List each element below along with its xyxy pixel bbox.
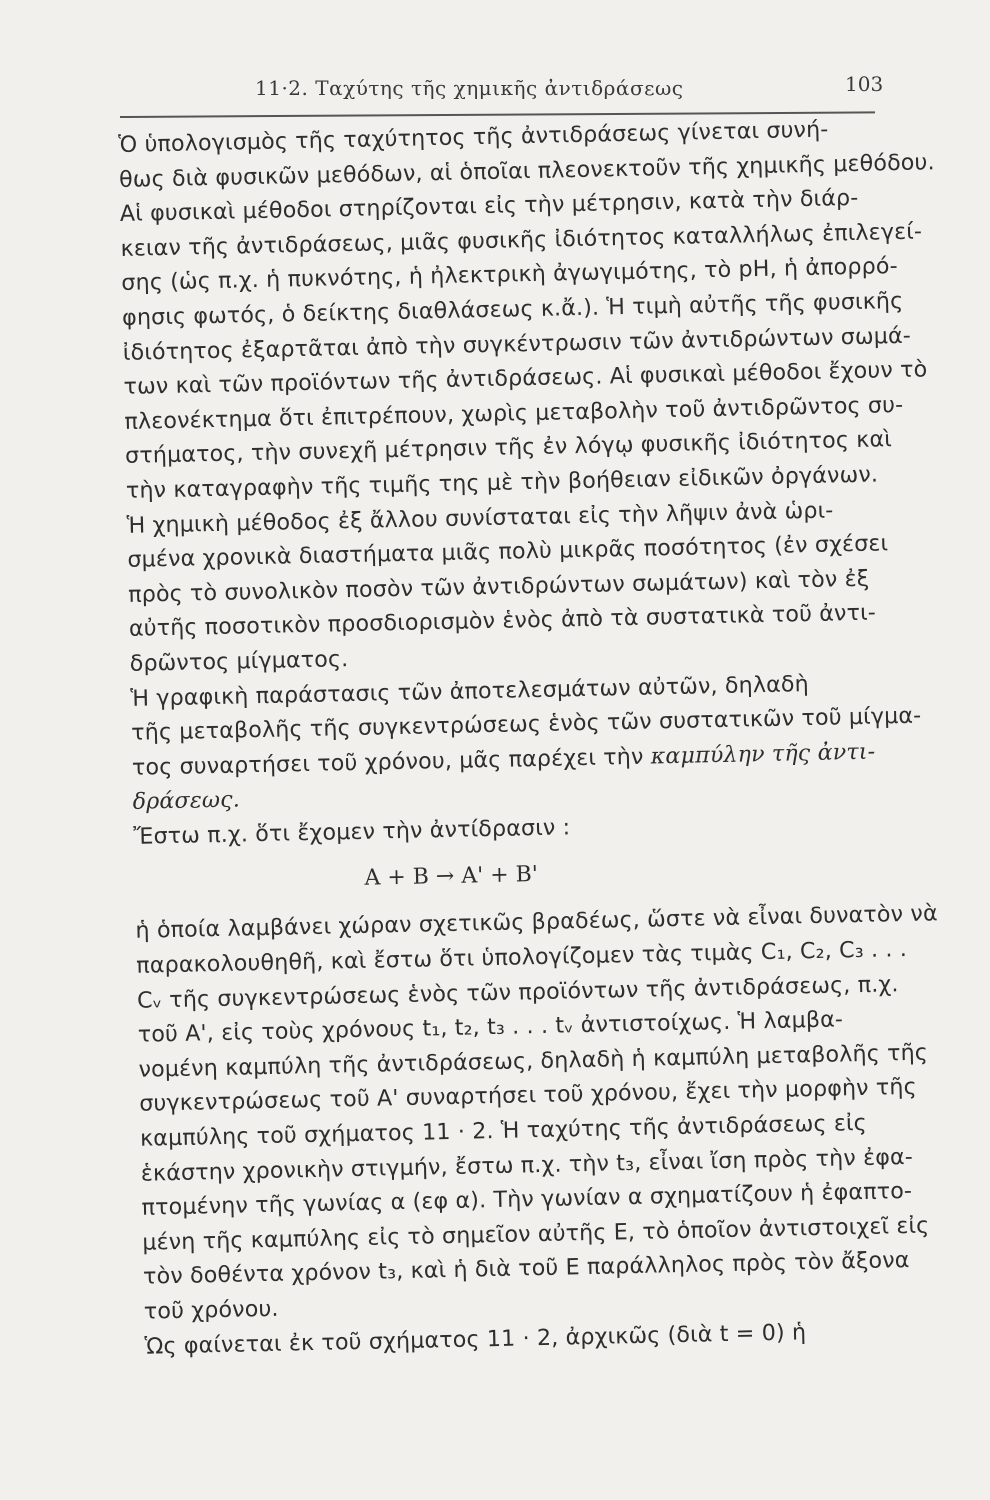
- page-header: [0, 68, 990, 108]
- text-line: θως διὰ φυσικῶν μεθόδων, αἱ ὁποῖαι πλεονεκτοῦν τῆς χημικῆς μεθόδου.: [118, 148, 935, 193]
- text-line: τοῦ A', εἰς τοὺς χρόνους t₁, t₂, t₃ . . . tᵥ ἀντιστοίχως. Ἡ λαμβα-: [137, 1006, 844, 1049]
- text-line: Ἔστω π.χ. ὅτι ἔχομεν τὴν ἀντίδρασιν :: [133, 814, 571, 850]
- text-line: Ὡς φαίνεται ἐκ τοῦ σχήματος 11 · 2, ἀρχικῶς (διὰ t = 0) ἡ: [144, 1318, 807, 1360]
- text-line: τὸν δοθέντα χρόνον t₃, καὶ ἡ διὰ τοῦ Ε παράλληλος πρὸς τὸν ἄξονα: [142, 1247, 910, 1291]
- text-line: σμένα χρονικὰ διαστήματα μιᾶς πολὺ μικρᾶς ποσότητος (ἐν σχέσει: [127, 530, 889, 574]
- text-line: πτομένην τῆς γωνίας α (εφ α). Τὴν γωνίαν α σχηματίζουν ἡ ἐφαπτο-: [141, 1178, 913, 1221]
- italic-term: καμπύλην τῆς ἀντι-: [650, 738, 876, 770]
- text-line: Αἱ φυσικαὶ μέθοδοι στηρίζονται εἰς τὴν μέτρησιν, κατὰ τὴν διάρ-: [119, 185, 859, 228]
- text-line: Ὁ ὑπολογισμὸς τῆς ταχύτητος τῆς ἀντιδράσεως γίνεται συνή-: [118, 116, 829, 158]
- reaction-equation: A + B → A' + B': [364, 862, 539, 892]
- text-line: Cᵥ τῆς συγκεντρώσεως ἑνὸς τῶν προϊόντων τῆς ἀντιδράσεως, π.χ.: [136, 970, 899, 1014]
- text-line: κειαν τῆς ἀντιδράσεως, μιᾶς φυσικῆς ἰδιότητος καταλλήλως ἐπιλεγεί-: [120, 218, 923, 262]
- text-line: ἑκάστην χρονικὴν στιγμήν, ἔστω π.χ. τὴν t₃, εἶναι ἴση πρὸς τὴν ἐφα-: [140, 1143, 914, 1187]
- text-line: τὴν καταγραφὴν τῆς τιμῆς της μὲ τὴν βοήθειαν εἰδικῶν ὀργάνων.: [125, 461, 879, 504]
- text-line: σης (ὡς π.χ. ἡ πυκνότης, ἡ ἠλεκτρικὴ ἀγωγιμότης, τὸ pH, ἡ ἀπορρό-: [121, 253, 899, 297]
- text-line: πλεονέκτημα ὅτι ἐπιτρέπουν, χωρὶς μεταβολὴν τοῦ ἀντιδρῶντος συ-: [124, 391, 904, 435]
- text-line: παρακολουθηθῆ, καὶ ἔστω ὅτι ὑπολογίζομεν τὰς τιμὰς C₁, C₂, C₃ . . .: [135, 936, 908, 979]
- text-line: τοῦ χρόνου.: [143, 1295, 279, 1325]
- page-number: 103: [845, 72, 884, 96]
- text-line: στήματος, τὴν συνεχῆ μέτρησιν τῆς ἐν λόγῳ φυσικῆς ἰδιότητος καὶ: [124, 426, 893, 470]
- text-line: νομένη καμπύλη τῆς ἀντιδράσεως, δηλαδὴ ἡ καμπύλη μεταβολῆς τῆς: [138, 1039, 929, 1083]
- text-line: Ἡ γραφικὴ παράστασις τῶν ἀποτελεσμάτων αὐτῶν, δηλαδὴ: [130, 670, 810, 712]
- text-line: ἡ ὁποία λαμβάνει χώραν σχετικῶς βραδέως, ὥστε νὰ εἶναι δυνατὸν νὰ: [135, 900, 938, 945]
- text-line: των καὶ τῶν προϊόντων τῆς ἀντιδράσεως. Αἱ φυσικαὶ μέθοδοι ἔχουν τὸ: [123, 356, 928, 401]
- text-line: φησις φωτός, ὁ δείκτης διαθλάσεως κ.ἄ.). Ἡ τιμὴ αὐτῆς τῆς φυσικῆς: [121, 287, 904, 331]
- text-line: ἰδιότητος ἐξαρτᾶται ἀπὸ τὴν συγκέντρωσιν τῶν ἀντιδρώντων σωμά-: [122, 322, 912, 366]
- text-line: συγκεντρώσεως τοῦ A' συναρτήσει τοῦ χρόνου, ἔχει τὴν μορφὴν τῆς: [139, 1074, 918, 1118]
- text-line: δρῶντος μίγματος.: [129, 646, 349, 677]
- text-line: τῆς μεταβολῆς τῆς συγκεντρώσεως ἑνὸς τῶν συστατικῶν τοῦ μίγμα-: [130, 702, 922, 746]
- text-line: καμπύλης τοῦ σχήματος 11 · 2. Ἡ ταχύτης τῆς ἀντιδράσεως εἰς: [139, 1109, 868, 1152]
- body-text: [118, 111, 938, 1364]
- italic-term-continued: δράσεως.: [132, 786, 241, 816]
- text-line: αὐτῆς ποσοτικὸν προσδιορισμὸν ἑνὸς ἀπὸ τὰ συστατικὰ τοῦ ἀντι-: [128, 599, 877, 643]
- running-title: 11·2. Ταχύτης τῆς χημικῆς ἀντιδράσεως: [255, 76, 684, 100]
- text-run: τος συναρτήσει τοῦ χρόνου, μᾶς παρέχει τὴν: [131, 743, 644, 781]
- text-line: πρὸς τὸ συνολικὸν ποσὸν τῶν ἀντιδρώντων σωμάτων) καὶ τὸν ἐξ: [127, 565, 870, 608]
- text-line: Ἡ χημικὴ μέθοδος ἐξ ἄλλου συνίσταται εἰς τὴν λῆψιν ἀνὰ ὡρι-: [126, 497, 834, 539]
- text-line: μένη τῆς καμπύλης εἰς τὸ σημεῖον αὐτῆς Ε, τὸ ὁποῖον ἀντιστοιχεῖ εἰς: [142, 1212, 930, 1256]
